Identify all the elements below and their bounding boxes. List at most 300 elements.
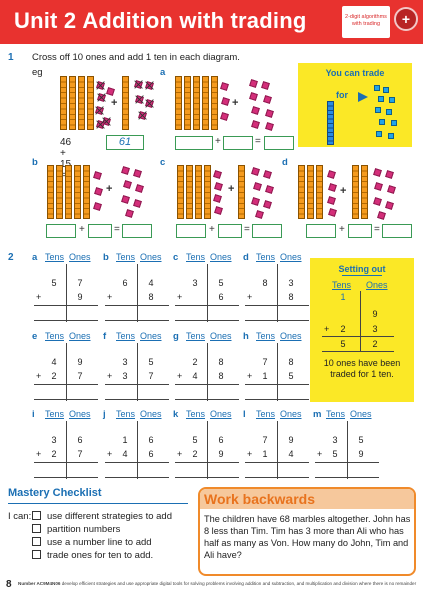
ones-cube — [220, 82, 229, 91]
answer-area[interactable] — [323, 464, 373, 476]
ones-cube — [328, 183, 337, 192]
plus-sign: + — [177, 371, 183, 381]
sum-line — [105, 399, 169, 400]
digit: 5 — [192, 435, 198, 445]
ones-header: Ones — [280, 252, 302, 262]
cross-mark-icon — [96, 81, 105, 90]
problem-label: k — [173, 409, 179, 420]
digit: 6 — [218, 292, 224, 302]
sum-line — [245, 384, 309, 385]
plus-sign: + — [111, 97, 118, 109]
ones-cube — [263, 170, 272, 179]
tens-rod — [202, 76, 209, 130]
sum-line — [315, 477, 379, 478]
tens-rod — [69, 76, 76, 130]
plus-sign: + — [247, 449, 253, 459]
digit: 4 — [192, 371, 198, 381]
answer-area[interactable] — [183, 464, 233, 476]
tens-header: Tens — [332, 280, 352, 290]
tens-rod — [193, 76, 200, 130]
digit: 9 — [372, 309, 378, 319]
plus-sign: + — [340, 185, 347, 197]
plus-sign: + — [36, 292, 42, 302]
tens-header: Tens — [256, 252, 276, 262]
tens-rod — [87, 76, 94, 130]
tens-header: Tens — [186, 331, 206, 341]
sum-line — [175, 477, 239, 478]
ones-cube — [263, 200, 272, 209]
digit: 5 — [51, 278, 57, 288]
plus-sign: + — [177, 449, 183, 459]
ones-cube — [220, 112, 229, 121]
ones-cube — [373, 168, 382, 177]
ones-cube — [389, 97, 395, 103]
tens-header: Tens — [186, 252, 206, 262]
sum-line — [105, 305, 169, 306]
cross-mark-icon — [134, 80, 143, 89]
cross-mark-icon — [145, 81, 154, 90]
plus-sign: + — [106, 183, 113, 195]
plus-sign: + — [36, 371, 42, 381]
sum-line — [175, 305, 239, 306]
tens-rod — [56, 165, 63, 219]
ones-cube — [377, 211, 386, 220]
problem-label: l — [243, 409, 246, 420]
digit: 7 — [77, 449, 83, 459]
ones-cube — [121, 166, 130, 175]
ones-cube — [263, 95, 272, 104]
ones-cube — [265, 122, 274, 131]
tens-rod — [47, 165, 54, 219]
cross-mark-icon — [138, 111, 147, 120]
curriculum-footer: Number AC9M4N06 develop efficient strategies and use appropriate digital tools for solving problems involving addition and subtraction, and multiplication and division where there is no remainder — [18, 581, 417, 586]
answer-box[interactable] — [223, 136, 253, 150]
tens-header: Tens — [116, 409, 136, 419]
digit: 5 — [148, 357, 154, 367]
problem-label: m — [313, 409, 322, 420]
ones-header: Ones — [140, 252, 162, 262]
ones-cube — [386, 109, 392, 115]
ones-cube — [379, 119, 385, 125]
problem-label: g — [173, 331, 179, 342]
plus-sign: + — [247, 371, 253, 381]
tens-rod — [298, 165, 305, 219]
tens-rod — [238, 165, 245, 219]
sum-line — [34, 320, 98, 321]
digit: 3 — [122, 371, 128, 381]
plus-sign: + — [209, 224, 215, 235]
digit: 6 — [148, 435, 154, 445]
cross-mark-icon — [95, 106, 104, 115]
digit: 7 — [262, 357, 268, 367]
digit: 7 — [148, 371, 154, 381]
example-label: eg — [32, 67, 43, 78]
ones-header: Ones — [140, 409, 162, 419]
sum-line — [34, 305, 98, 306]
ones-cube — [251, 197, 260, 206]
sum-line — [34, 462, 98, 463]
digit: 3 — [288, 278, 294, 288]
plus-sign: + — [107, 449, 113, 459]
ones-header: Ones — [280, 409, 302, 419]
ones-cube — [265, 109, 274, 118]
ones-cube — [374, 85, 380, 91]
digit: 8 — [288, 357, 294, 367]
tens-header: Tens — [45, 252, 65, 262]
cross-mark-icon — [135, 95, 144, 104]
answer-area[interactable] — [42, 307, 92, 319]
checklist-item[interactable]: trade ones for ten to add. — [32, 550, 153, 561]
checkbox[interactable] — [32, 524, 41, 533]
digit: 1 — [262, 449, 268, 459]
plus-sign: + — [317, 449, 323, 459]
tens-rod — [122, 76, 129, 130]
ones-cube — [387, 185, 396, 194]
sum-line — [322, 336, 394, 337]
ones-cube — [213, 194, 222, 203]
plus-sign: + — [215, 136, 221, 147]
ones-header: Ones — [210, 252, 232, 262]
tens-header: Tens — [186, 409, 206, 419]
sum-line — [175, 384, 239, 385]
tens-header: Tens — [116, 252, 136, 262]
answer-box[interactable] — [306, 224, 336, 238]
cross-mark-icon — [96, 120, 105, 129]
ones-cube — [251, 167, 260, 176]
answer-box[interactable] — [252, 224, 282, 238]
ones-cube — [125, 209, 134, 218]
digit: 9 — [288, 435, 294, 445]
digit: 7 — [77, 371, 83, 381]
sum-line — [175, 399, 239, 400]
answer-area[interactable] — [42, 464, 92, 476]
digit: 1 — [122, 435, 128, 445]
trade-for-label: for — [336, 90, 348, 100]
problem-label: e — [32, 331, 38, 342]
digit: 4 — [288, 449, 294, 459]
ones-cube — [123, 180, 132, 189]
ones-cube — [385, 201, 394, 210]
ones-cube — [327, 196, 336, 205]
sum-line — [245, 477, 309, 478]
digit: 3 — [51, 435, 57, 445]
digit: 6 — [148, 449, 154, 459]
plus-sign: + — [79, 224, 85, 235]
carry-digit: 1 — [340, 292, 346, 302]
plus-sign: + — [107, 371, 113, 381]
ones-cube — [106, 87, 115, 96]
answer-area[interactable] — [183, 307, 233, 319]
tens-rod — [186, 165, 193, 219]
question-1-number: 1 — [8, 52, 14, 63]
sum-line — [105, 462, 169, 463]
sum-line — [34, 384, 98, 385]
answer-box[interactable] — [264, 136, 294, 150]
tens-rod — [177, 165, 184, 219]
trade-title: You can trade — [325, 68, 385, 78]
digit: 6 — [218, 435, 224, 445]
tens-rod — [74, 165, 81, 219]
answer-area[interactable] — [253, 386, 303, 398]
digit: 4 — [122, 449, 128, 459]
ones-cube — [133, 169, 142, 178]
digit: 2 — [192, 357, 198, 367]
ones-cube — [385, 170, 394, 179]
digit: 3 — [372, 324, 378, 334]
ones-cube — [261, 81, 270, 90]
ones-header: Ones — [350, 409, 372, 419]
ones-cube — [94, 187, 103, 196]
sum-line — [322, 351, 394, 352]
plus-sign: + — [36, 449, 42, 459]
ones-header: Ones — [69, 252, 91, 262]
mastery-checklist-title: Mastery Checklist — [8, 487, 102, 499]
sum-line — [105, 477, 169, 478]
answer-box[interactable] — [382, 224, 412, 238]
tens-rod — [307, 165, 314, 219]
ones-cube — [213, 170, 222, 179]
ones-cube — [249, 92, 258, 101]
answer-box[interactable] — [218, 224, 242, 238]
problem-label: a — [32, 252, 38, 263]
tens-header: Tens — [326, 409, 346, 419]
ones-cube — [388, 133, 394, 139]
work-backwards-problem: The children have 68 marbles altogether. John has 8 less than Tim. Tim has 3 more than Ali who has half as many as Von. How many do John, Tim and Ali have? — [204, 514, 411, 560]
divider — [8, 503, 188, 504]
problem-label: i — [32, 409, 35, 420]
answer-box[interactable] — [88, 224, 112, 238]
problem-label: h — [243, 331, 249, 342]
problem-label: f — [103, 331, 107, 342]
ones-cube — [255, 210, 264, 219]
ones-header: Ones — [69, 409, 91, 419]
plus-sign: + — [324, 324, 330, 334]
ones-cube — [93, 202, 102, 211]
problem-label: c — [173, 252, 179, 263]
problem-label: b — [103, 252, 109, 263]
sum-line — [245, 399, 309, 400]
tens-rod — [60, 76, 67, 130]
tens-header: Tens — [256, 409, 276, 419]
ones-cube — [328, 208, 337, 217]
ones-cube — [253, 182, 262, 191]
tens-rod — [195, 165, 202, 219]
plus-sign: + — [228, 183, 235, 195]
digit: 5 — [218, 278, 224, 288]
question-2-number: 2 — [8, 252, 14, 263]
ones-cube — [93, 171, 102, 180]
digit: 3 — [122, 357, 128, 367]
ones-cube — [133, 199, 142, 208]
plus-sign: + — [232, 97, 239, 109]
answer-area[interactable] — [253, 307, 303, 319]
digit: 6 — [77, 435, 83, 445]
sum-line — [245, 320, 309, 321]
digit: 5 — [288, 371, 294, 381]
ones-header: Ones — [366, 280, 388, 290]
ones-cube — [327, 170, 336, 179]
ones-cube — [391, 120, 397, 126]
digit: 7 — [262, 435, 268, 445]
ones-header: Ones — [140, 331, 162, 341]
ones-cube — [383, 87, 389, 93]
sum-line — [315, 462, 379, 463]
example-answer: 61 — [106, 135, 144, 150]
digit: 9 — [218, 449, 224, 459]
setting-out-title: Setting out — [338, 264, 386, 274]
problem-label: d — [243, 252, 249, 263]
ones-cube — [375, 107, 381, 113]
digit: 2 — [192, 449, 198, 459]
equals-sign: = — [244, 224, 250, 235]
digit: 5 — [358, 435, 364, 445]
tens-rod — [211, 76, 218, 130]
digit: 9 — [358, 449, 364, 459]
page-header — [0, 0, 423, 44]
checkbox[interactable] — [32, 511, 41, 520]
sum-line — [34, 477, 98, 478]
answer-area[interactable] — [113, 386, 163, 398]
example-sum: 46 + — [60, 137, 72, 159]
ones-cube — [135, 184, 144, 193]
ones-header: Ones — [210, 409, 232, 419]
diagram-b-label: b — [32, 157, 38, 168]
digit: 2 — [51, 449, 57, 459]
digit: 1 — [262, 371, 268, 381]
question-1-instruction: Cross off 10 ones and add 1 ten in each diagram. — [32, 52, 240, 63]
work-backwards-header — [200, 489, 414, 509]
answer-area[interactable] — [42, 386, 92, 398]
problem-label: j — [103, 409, 106, 420]
diagram-c-label: c — [160, 157, 166, 168]
digit: 6 — [122, 278, 128, 288]
digit: 8 — [218, 357, 224, 367]
tens-header: Tens — [116, 331, 136, 341]
page-number: 8 — [6, 579, 12, 590]
digit: 3 — [192, 278, 198, 288]
digit: 8 — [218, 371, 224, 381]
digit: 2 — [340, 324, 346, 334]
work-backwards-box — [198, 487, 416, 576]
column-divider — [360, 291, 361, 351]
answer-area[interactable] — [183, 386, 233, 398]
i-can-label: I can: — [8, 511, 32, 522]
checklist-item[interactable]: use a number line to add — [32, 537, 152, 548]
plus-sign: + — [177, 292, 183, 302]
checklist-item[interactable]: use different strategies to add — [32, 511, 172, 522]
answer-area[interactable] — [253, 464, 303, 476]
answer-box[interactable] — [175, 136, 213, 150]
ones-cube — [214, 182, 223, 191]
tens-rod — [65, 165, 72, 219]
answer-area[interactable] — [113, 307, 163, 319]
sum-line — [105, 320, 169, 321]
tens-rod — [184, 76, 191, 130]
tens-rod — [361, 165, 368, 219]
ones-cube — [265, 185, 274, 194]
tens-rod — [327, 101, 334, 145]
equals-sign: = — [114, 224, 120, 235]
setting-out-note: 10 ones have been traded for 1 ten. — [323, 358, 401, 379]
checklist-item[interactable]: partition numbers — [32, 524, 120, 535]
equals-sign: = — [255, 136, 261, 147]
ones-cube — [121, 195, 130, 204]
ones-header: Ones — [280, 331, 302, 341]
sum-line — [175, 320, 239, 321]
unit-number: Unit 2 — [14, 8, 77, 33]
answer-box[interactable] — [176, 224, 206, 238]
digit: 2 — [51, 371, 57, 381]
ones-cube — [249, 79, 258, 88]
answer-box[interactable] — [46, 224, 76, 238]
digit: 8 — [148, 292, 154, 302]
title-underline — [342, 275, 382, 276]
work-backwards-title: Work backwards — [204, 491, 316, 507]
answer-area[interactable] — [113, 464, 163, 476]
answer-box[interactable] — [122, 224, 152, 238]
ones-header: Ones — [69, 331, 91, 341]
sum-line — [175, 462, 239, 463]
checkbox[interactable] — [32, 537, 41, 546]
ones-cube — [251, 120, 260, 129]
ones-cube — [374, 182, 383, 191]
plus-sign: + — [247, 292, 253, 302]
setting-out-box — [310, 258, 414, 402]
tens-rod — [204, 165, 211, 219]
ones-header: Ones — [210, 331, 232, 341]
cross-mark-icon — [145, 99, 154, 108]
ones-cube — [376, 131, 382, 137]
tens-rod — [83, 165, 90, 219]
digit: 5 — [332, 449, 338, 459]
digit: 4 — [51, 357, 57, 367]
page-title — [14, 8, 306, 34]
trade-info-box — [298, 63, 412, 147]
digit: 4 — [148, 278, 154, 288]
cross-mark-icon — [97, 93, 106, 102]
digit: 3 — [332, 435, 338, 445]
plus-sign: + — [339, 224, 345, 235]
unit-title: Addition with trading — [82, 8, 307, 33]
sum-line — [105, 384, 169, 385]
sum-line — [34, 399, 98, 400]
topic-badge: 2-digit algorithms with trading — [342, 6, 390, 38]
digit: 2 — [372, 339, 378, 349]
tens-rod — [316, 165, 323, 219]
digit: 9 — [77, 357, 83, 367]
checkbox[interactable] — [32, 550, 41, 559]
tens-header: Tens — [256, 331, 276, 341]
ones-cube — [378, 96, 384, 102]
arrow-right-icon — [358, 92, 368, 102]
sum-line — [245, 462, 309, 463]
answer-box[interactable] — [348, 224, 372, 238]
plus-sign: + — [107, 292, 113, 302]
ones-cube — [251, 106, 260, 115]
ones-cube — [373, 197, 382, 206]
digit: 7 — [77, 278, 83, 288]
digit: 9 — [77, 292, 83, 302]
tens-rod — [352, 165, 359, 219]
tens-header: Tens — [45, 409, 65, 419]
digit: 5 — [340, 339, 346, 349]
tens-header: Tens — [45, 331, 65, 341]
equals-sign: = — [374, 224, 380, 235]
tens-rod — [175, 76, 182, 130]
digit: 8 — [288, 292, 294, 302]
digit: 8 — [262, 278, 268, 288]
ones-cube — [214, 206, 223, 215]
